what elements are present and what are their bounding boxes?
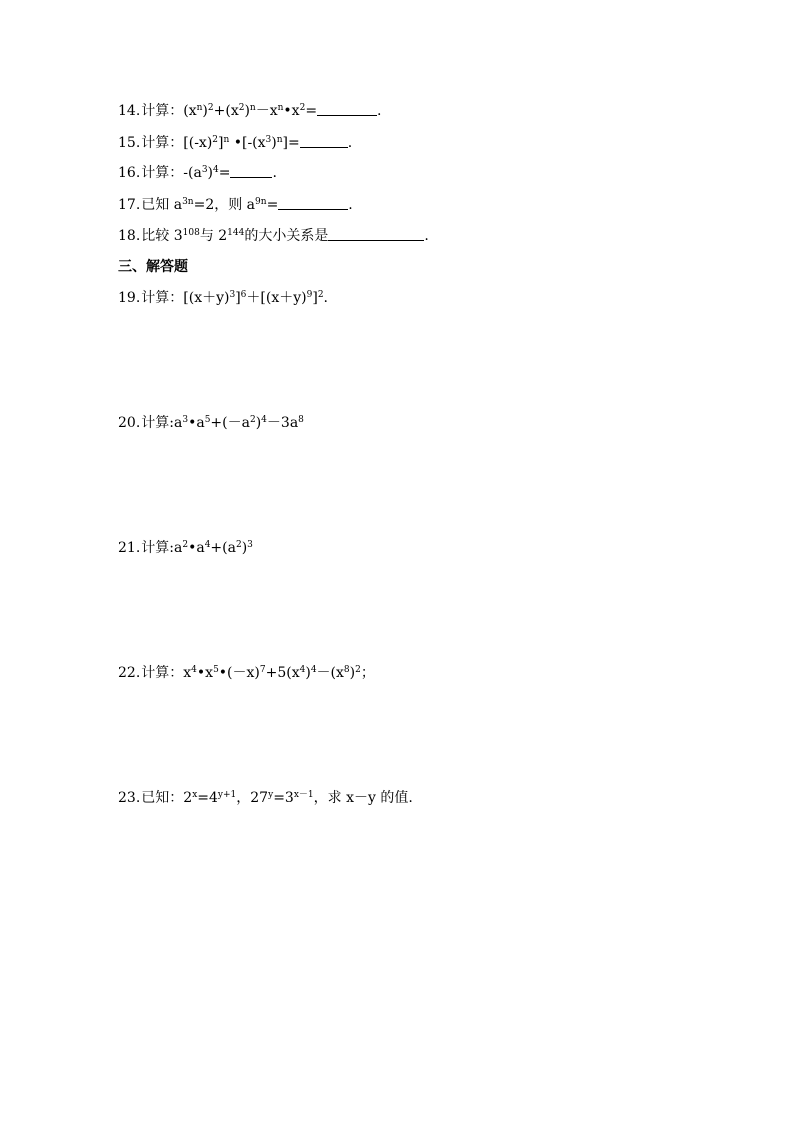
question-number: 16. bbox=[118, 165, 141, 181]
question-14: 14.计算：$(x^n)^2+(x^2)^n-x^n•x^2=$ . bbox=[118, 103, 382, 119]
question-label: 计算： bbox=[141, 103, 184, 119]
question-label: 计算: bbox=[141, 415, 174, 431]
question-16: 16.计算：$-(a^3)^4=$ . bbox=[118, 165, 277, 181]
question-label: 已知： bbox=[141, 790, 184, 806]
question-15: 15.计算：$[(-x)^2]^n$ $•[-(x^3)^n]=$ . bbox=[118, 135, 353, 151]
answer-blank[interactable] bbox=[230, 164, 272, 178]
question-19: 19.计算：$[(x+y)^3]^6+[(x+y)^9]^2$. bbox=[118, 290, 328, 306]
question-18: 18.比较 $3^{108}$与 $2^{144}$的大小关系是 . bbox=[118, 228, 429, 244]
question-22: 22.计算：$x^4•x^5•(-x)^7+5(x^4)^4-(x^8)^2$； bbox=[118, 665, 375, 681]
question-label: 计算： bbox=[141, 135, 184, 151]
question-number: 19. bbox=[118, 290, 141, 306]
question-20: 20.计算$:a^3•a^5+(-a^2)^4-3a^8$ bbox=[118, 415, 304, 431]
question-number: 20. bbox=[118, 415, 141, 431]
question-21: 21.计算$:a^2•a^4+(a^2)^3$ bbox=[118, 540, 253, 556]
answer-blank[interactable] bbox=[300, 134, 348, 148]
question-number: 14. bbox=[118, 103, 141, 119]
question-17: 17.已知 $a^{3n}=2$，则 $a^{9n}=$ . bbox=[118, 197, 353, 213]
section-heading: 三、解答题 bbox=[118, 259, 188, 275]
question-number: 22. bbox=[118, 665, 141, 681]
question-label: 计算: bbox=[141, 540, 174, 556]
question-label: 计算： bbox=[141, 665, 184, 681]
question-number: 17. bbox=[118, 197, 141, 213]
answer-blank[interactable] bbox=[317, 102, 377, 116]
question-number: 18. bbox=[118, 228, 141, 244]
question-number: 23. bbox=[118, 790, 141, 806]
question-label: 计算： bbox=[141, 290, 184, 306]
question-label: 计算： bbox=[141, 165, 184, 181]
question-23: 23.已知：$2^x=4^{y+1}$，$27^y=3^{x-1}$，求 x－y 的值. bbox=[118, 790, 413, 806]
answer-blank[interactable] bbox=[328, 227, 424, 241]
question-number: 15. bbox=[118, 135, 141, 151]
question-number: 21. bbox=[118, 540, 141, 556]
answer-blank[interactable] bbox=[278, 196, 348, 210]
